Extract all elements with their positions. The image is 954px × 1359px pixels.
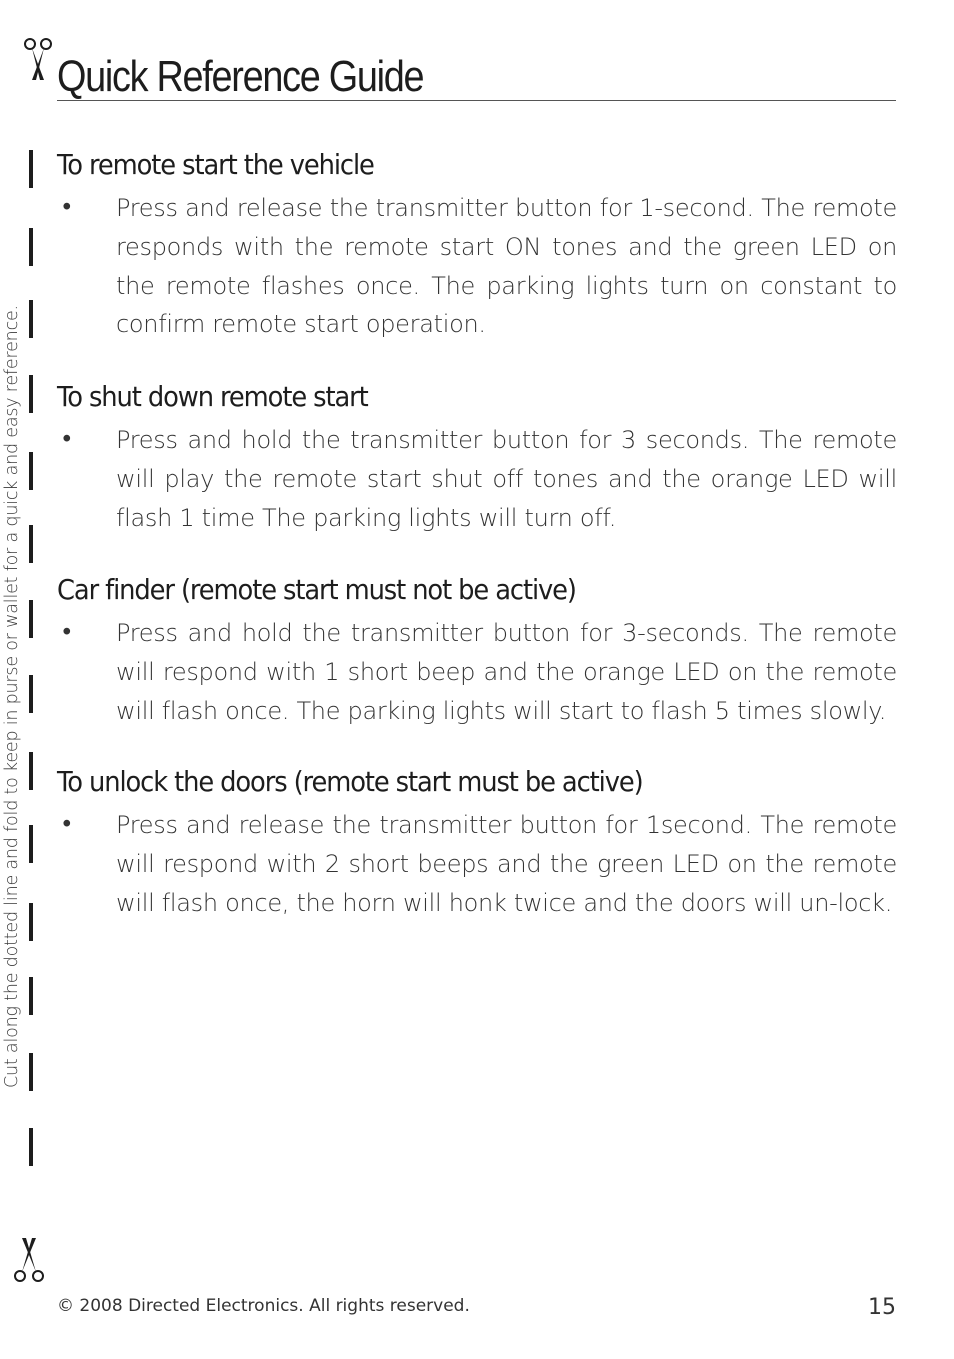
cut-dash (29, 1128, 33, 1166)
page-number: 15 (868, 1295, 896, 1320)
cut-dash (29, 300, 33, 338)
bullet: • (60, 427, 74, 453)
list-item (57, 189, 897, 344)
bullet-text: Press and hold the transmitter button for 3 seconds. The remote will play the remote start shut off tones and the orange LED will flash 1 time The parking lights will turn off. (116, 426, 897, 532)
bullet-text: Press and release the transmitter button for 1-second. The remote responds with the remote start ON tones and the green LED on the remote flashes once. The parking lights turn on constant to confirm remote start operation. (116, 194, 897, 339)
list-item (57, 806, 897, 922)
cut-dash (29, 1053, 33, 1091)
page-title: Quick Reference Guide (57, 52, 424, 101)
cut-dash (29, 752, 33, 790)
cut-dash (29, 977, 33, 1015)
cut-dash (29, 150, 33, 188)
section-car-finder (57, 573, 897, 730)
bullet: • (60, 620, 74, 646)
bullet: • (60, 812, 74, 838)
section-remote-start (57, 148, 897, 344)
list-item (57, 421, 897, 537)
cut-dash (29, 825, 33, 863)
cut-dash (29, 525, 33, 563)
bullet-text: Press and hold the transmitter button for 3-seconds. The remote will respond with 1 short beep and the orange LED on the remote will flash once. The parking lights will start to flash 5 times slowly. (116, 619, 897, 725)
copyright: © 2008 Directed Electronics. All rights reserved. (57, 1296, 470, 1316)
title-rule (57, 100, 896, 101)
section-heading: Car finder (remote start must not be active) (57, 573, 576, 606)
cut-dash (29, 600, 33, 638)
scissors-icon (10, 1234, 50, 1284)
cut-instruction: Cut along the dotted line and fold to keep in purse or wallet for a quick and easy reference. (2, 305, 22, 1088)
section-heading: To unlock the doors (remote start must be active) (57, 765, 643, 798)
bullet-text: Press and release the transmitter button for 1second. The remote will respond with 2 short beeps and the green LED on the remote will flash once, the horn will honk twice and the doors will un-lock. (116, 811, 897, 917)
section-heading: To remote start the vehicle (57, 148, 374, 181)
section-shut-down (57, 380, 897, 537)
cut-dash (29, 903, 33, 941)
cut-dash (29, 675, 33, 713)
section-unlock-doors (57, 765, 897, 922)
cut-line (29, 95, 39, 1195)
bullet: • (60, 195, 74, 221)
cut-dash (29, 228, 33, 266)
list-item (57, 614, 897, 730)
cut-dash (29, 375, 33, 413)
section-heading: To shut down remote start (57, 380, 368, 413)
cut-dash (29, 452, 33, 490)
scissors-icon (18, 36, 58, 86)
